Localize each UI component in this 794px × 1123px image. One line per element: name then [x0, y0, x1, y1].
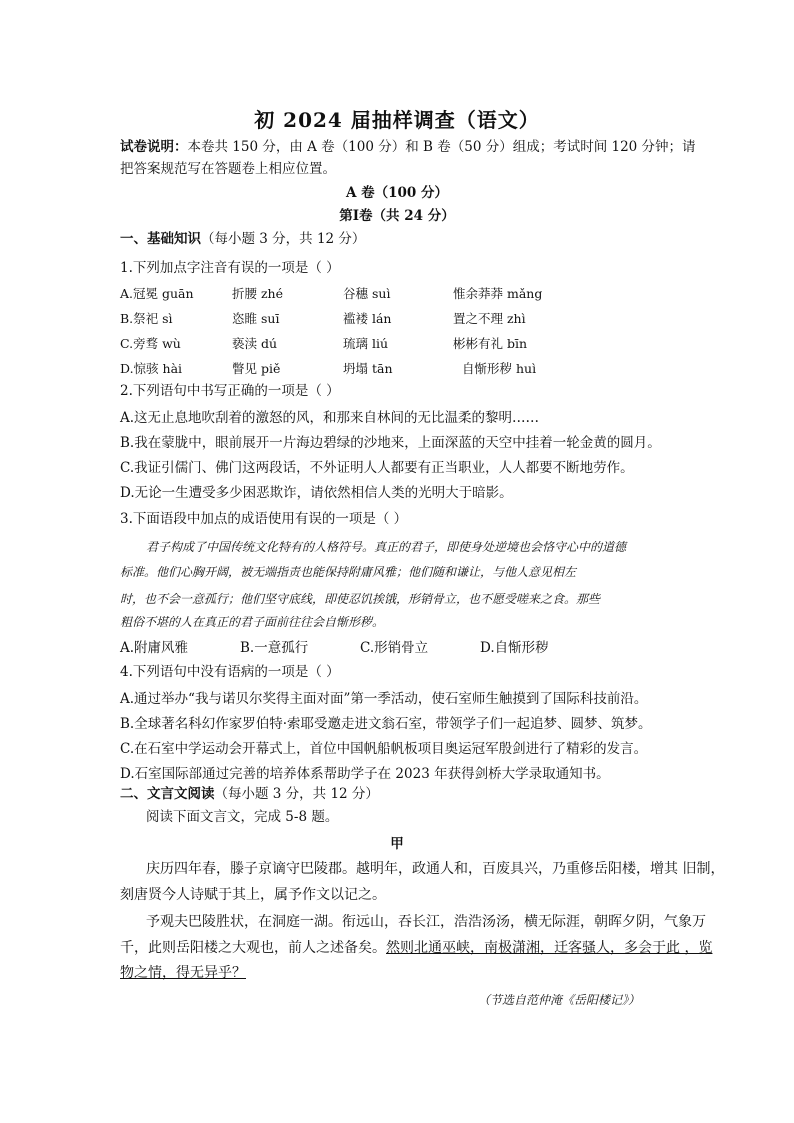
q3-passage-line-3: 时，也不会一意孤行；他们坚守底线，即使忍饥挨饿，形销骨立，也不愿受嗟来之食。那些 [120, 592, 601, 606]
section-1-title: 一、基础知识 [120, 231, 201, 247]
q1-option-b-4: 置之不理 zhì [453, 311, 526, 326]
passage-jia-label: 甲 [390, 836, 404, 852]
jia-underlined-sentence-part-2: 物之情，得无异乎？ [120, 965, 246, 981]
page-title: 初 2024 届抽样调查（语文） [254, 108, 540, 132]
q4-option-d: D.石室国际部通过完善的培养体系帮助学子在 2023 年获得剑桥大学录取通知书。 [120, 766, 610, 782]
instructions-text-1: 本卷共 150 分，由 A 卷（100 分）和 B 卷（50 分）组成；考试时间 120 分钟；请 [187, 139, 696, 155]
q1-option-a-4: 惟余莽莽 mǎng [453, 286, 543, 301]
q3-passage-line-2: 标准。他们心胸开阔，被无端指责也能保持附庸风雅；他们随和谦让，与他人意见相左 [120, 565, 577, 579]
jia-source: （节选自范仲淹《岳阳楼记》） [478, 993, 641, 1007]
q1-option-c-3: 琉璃 liú [343, 336, 389, 351]
instructions-label: 试卷说明： [120, 139, 188, 155]
q1-option-a-2: 折腰 zhé [232, 286, 284, 301]
jia-paragraph-2-line-2 [120, 938, 712, 958]
volume-a-heading: A 卷（100 分） [345, 185, 449, 201]
jia-underlined-sentence-part-1: 然则北通巫峡，南极潇湘，迁客骚人，多会于此 ，览 [386, 940, 713, 956]
q3-option-d: D.自惭形秽 [480, 640, 549, 656]
q2-option-a: A.这无止息地吹刮着的激怒的风，和那来自林间的无比温柔的黎明…… [120, 410, 540, 426]
exam-instructions-line-1 [120, 137, 696, 157]
section-2-instruction: 阅读下面文言文，完成 5-8 题。 [146, 809, 339, 825]
part-1-heading: 第Ⅰ卷（共 24 分） [339, 208, 455, 224]
jia-p2-text: 千，此则岳阳楼之大观也，前人之述备矣。 [120, 940, 386, 956]
q1-option-a-1: A.冠冕 guān [120, 286, 194, 301]
section-1-heading [120, 229, 365, 249]
section-1-score: （每小题 3 分，共 12 分） [201, 231, 366, 247]
q1-option-b-1: B.祭祀 sì [120, 311, 173, 326]
q1-option-d-4: 自惭形秽 huì [462, 361, 537, 376]
question-1-stem: 1.下列加点字注音有误的一项是（ ） [120, 260, 340, 276]
q3-passage-line-4: 粗俗不堪的人在真正的君子面前往往会自惭形秽。 [120, 615, 385, 629]
question-3-stem: 3.下面语段中加点的成语使用有误的一项是（ ） [120, 511, 408, 527]
q3-option-a: A.附庸风雅 [120, 640, 189, 656]
q4-option-c: C.在石室中学运动会开幕式上，首位中国帆船帆板项目奥运冠军殷剑进行了精彩的发言。 [120, 741, 648, 757]
q4-option-b: B.全球著名科幻作家罗伯特·索耶受邀走进文翁石室，带领学子们一起追梦、圆梦、筑梦。 [120, 716, 652, 732]
q1-option-b-3: 褴褛 lán [343, 311, 392, 326]
q3-option-b: B.一意孤行 [240, 640, 309, 656]
q1-option-a-3: 谷穗 suì [343, 286, 391, 301]
q2-option-c: C.我证引儒门、佛门这两段话，不外证明人人都要有正当职业，人人都要不断地劳作。 [120, 460, 634, 476]
q3-option-c: C.形销骨立 [360, 640, 429, 656]
jia-paragraph-2-line-1: 予观夫巴陵胜状，在洞庭一湖。衔远山，吞长江，浩浩汤汤，横无际涯，朝晖夕阴，气象万 [146, 914, 706, 930]
q1-option-c-1: C.旁骛 wù [120, 336, 181, 351]
q3-passage-line-1: 君子构成了中国传统文化特有的人格符号。真正的君子，即使身处逆境也会恪守心中的道德 [146, 540, 627, 554]
question-2-stem: 2.下列语句中书写正确的一项是（ ） [120, 383, 340, 399]
q1-option-d-2: 瞥见 piě [232, 361, 281, 376]
question-4-stem: 4.下列语句中没有语病的一项是（ ） [120, 664, 340, 680]
jia-paragraph-2-line-3 [120, 963, 246, 983]
q1-option-c-2: 亵渎 dú [232, 336, 278, 351]
section-2-heading [120, 784, 379, 804]
exam-instructions-line-2: 把答案规范写在答题卷上相应位置。 [120, 161, 336, 177]
q1-option-d-3: 坍塌 tān [343, 361, 393, 376]
jia-paragraph-1-line-2: 刻唐贤今人诗赋于其上，属予作文以记之。 [120, 887, 386, 903]
section-2-score: （每小题 3 分，共 12 分） [214, 786, 379, 802]
q1-option-d-1: D.惊骇 hài [120, 361, 183, 376]
q2-option-d: D.无论一生遭受多少困恶欺诈，请依然相信人类的光明大于暗影。 [120, 485, 513, 501]
q1-option-c-4: 彬彬有礼 bīn [453, 336, 528, 351]
q1-option-b-2: 恣睢 suī [232, 311, 280, 326]
jia-paragraph-1-line-1: 庆历四年春，滕子京谪守巴陵郡。越明年，政通人和，百废具兴，乃重修岳阳楼，增其 旧制， [146, 861, 725, 877]
q4-option-a: A.通过举办“我与诺贝尔奖得主面对面”第一季活动，使石室师生触摸到了国际科技前沿。 [120, 691, 648, 707]
section-2-title: 二、文言文阅读 [120, 786, 215, 802]
q2-option-b: B.我在蒙胧中，眼前展开一片海边碧绿的沙地来，上面深蓝的天空中挂着一轮金黄的圆月。 [120, 435, 661, 451]
